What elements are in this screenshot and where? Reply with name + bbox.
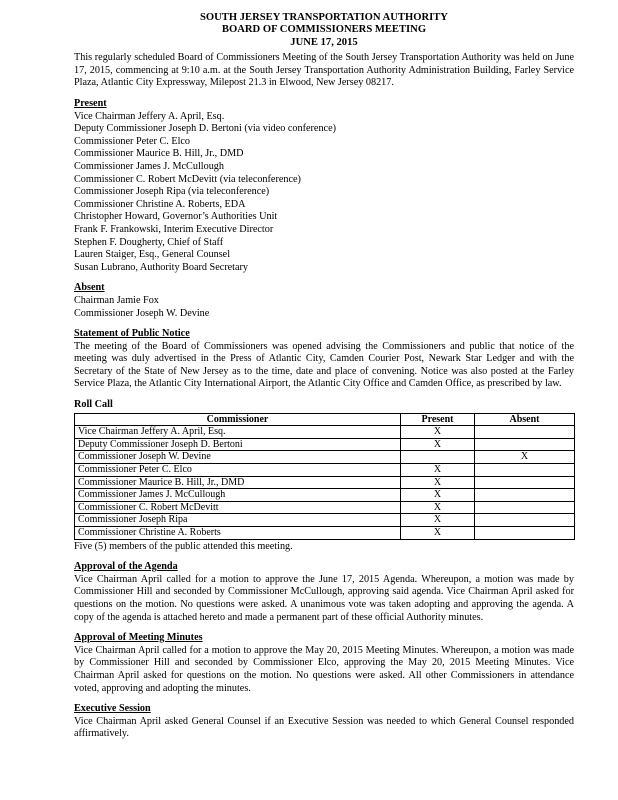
absent-mark — [475, 464, 575, 477]
commissioner-name: Commissioner Joseph Ripa — [75, 514, 401, 527]
agenda-heading: Approval of the Agenda — [74, 561, 178, 573]
present-mark: X — [401, 489, 475, 502]
intro-paragraph: This regularly scheduled Board of Commissioners Meeting of the South Jersey Transportation Authority was held on June 17, 2015, commencing at 9:10 a.m. at the South Jersey Transportation Authority Administration Building, Farley Service Plaza, Atlantic City Expressway, Milepost 21.3 in Elwood, New Jersey 08217. — [74, 52, 574, 89]
document-page — [74, 12, 574, 741]
present-item: Commissioner Maurice B. Hill, Jr., DMD — [74, 148, 244, 160]
roll-call-heading: Roll Call — [74, 399, 113, 411]
absent-item: Chairman Jamie Fox — [74, 294, 159, 306]
agenda-paragraph: Vice Chairman April called for a motion to approve the June 17, 2015 Agenda. Whereupon, a motion was made by Commissioner Hill and seconded by Commissioner McCullough, approving said agenda. Vice Chairman April asked for questions on the motion. No questions were asked. A unanimous vote was taken adopting and approving the agenda. A copy of the agenda is attached hereto and made a permanent part of these official Authority minutes. — [74, 573, 574, 623]
absent-mark — [475, 476, 575, 489]
present-item: Stephen F. Dougherty, Chief of Staff — [74, 236, 224, 248]
roll-call-table — [74, 413, 575, 540]
present-mark: X — [401, 438, 475, 451]
present-item: Commissioner C. Robert McDevitt (via teleconference) — [74, 173, 301, 185]
public-notice-heading: Statement of Public Notice — [74, 328, 190, 340]
present-item: Commissioner James J. McCullough — [74, 160, 224, 172]
roll-call-header-row — [75, 413, 575, 426]
present-item: Deputy Commissioner Joseph D. Bertoni (via video conference) — [74, 123, 336, 135]
absent-list — [74, 295, 574, 320]
commissioner-name: Commissioner C. Robert McDevitt — [75, 501, 401, 514]
present-mark: X — [401, 501, 475, 514]
table-row — [75, 476, 575, 489]
absent-mark — [475, 514, 575, 527]
executive-session-heading: Executive Session — [74, 703, 151, 715]
present-item: Commissioner Christine A. Roberts, EDA — [74, 198, 246, 210]
table-row — [75, 426, 575, 439]
executive-session-paragraph: Vice Chairman April asked General Counsel if an Executive Session was needed to which General Counsel responded affirmatively. — [74, 715, 574, 740]
present-mark: X — [401, 527, 475, 540]
table-row — [75, 451, 575, 464]
public-attendance-note: Five (5) members of the public attended this meeting. — [74, 540, 293, 552]
table-row — [75, 527, 575, 540]
minutes-paragraph: Vice Chairman April called for a motion to approve the May 20, 2015 Meeting Minutes. Whereupon, a motion was made by Commissioner Hill and seconded by Commissioner Elco, approving the May 20, 2015 Meeting Minutes. Vice Chairman April asked for questions on the motion. No questions were asked. All other Commissioners in attendance voted, approving and adopting the minutes. — [74, 644, 574, 694]
commissioner-name: Commissioner Christine A. Roberts — [75, 527, 401, 540]
present-item: Christopher Howard, Governor’s Authorities Unit — [74, 211, 278, 223]
table-row — [75, 464, 575, 477]
minutes-heading: Approval of Meeting Minutes — [74, 632, 203, 644]
table-row — [75, 501, 575, 514]
commissioner-name: Commissioner Joseph W. Devine — [75, 451, 401, 464]
absent-mark — [475, 426, 575, 439]
present-item: Susan Lubrano, Authority Board Secretary — [74, 261, 248, 273]
present-mark: X — [401, 464, 475, 477]
absent-mark — [475, 489, 575, 502]
table-row — [75, 514, 575, 527]
column-header-commissioner: Commissioner — [75, 413, 401, 426]
absent-mark — [475, 527, 575, 540]
absent-item: Commissioner Joseph W. Devine — [74, 307, 210, 319]
column-header-absent: Absent — [475, 413, 575, 426]
header-meeting-name: BOARD OF COMMISSIONERS MEETING — [221, 24, 427, 36]
present-item: Commissioner Peter C. Elco — [74, 135, 191, 147]
present-list — [74, 111, 574, 275]
commissioner-name: Commissioner Maurice B. Hill, Jr., DMD — [75, 476, 401, 489]
table-row — [75, 489, 575, 502]
present-item: Frank F. Frankowski, Interim Executive Director — [74, 223, 274, 235]
present-mark — [401, 451, 475, 464]
absent-mark — [475, 438, 575, 451]
present-mark: X — [401, 426, 475, 439]
header-authority-name: SOUTH JERSEY TRANSPORTATION AUTHORITY — [200, 12, 448, 23]
commissioner-name: Commissioner Peter C. Elco — [75, 464, 401, 477]
present-mark: X — [401, 514, 475, 527]
present-heading: Present — [74, 98, 107, 109]
absent-heading: Absent — [74, 282, 105, 294]
commissioner-name: Commissioner James J. McCullough — [75, 489, 401, 502]
present-item: Commissioner Joseph Ripa (via teleconference) — [74, 186, 270, 198]
column-header-present: Present — [401, 413, 475, 426]
present-item: Lauren Staiger, Esq., General Counsel — [74, 249, 231, 261]
absent-mark — [475, 501, 575, 514]
header-meeting-date: JUNE 17, 2015 — [290, 36, 358, 48]
present-mark: X — [401, 476, 475, 489]
commissioner-name: Vice Chairman Jeffery A. April, Esq. — [75, 426, 401, 439]
public-notice-paragraph: The meeting of the Board of Commissioners was opened advising the Commissioners and public that notice of the meeting was duly advertised in the Press of Atlantic City, Camden Courier Post, Newark Star Ledger and with the Secretary of the State of New Jersey as to the time, date and place of convening. Notice was also posted at the Farley Service Plaza, the Atlantic City International Airport, the Atlantic City Office and Camden Office, as prescribed by law. — [74, 340, 574, 390]
table-row — [75, 438, 575, 451]
commissioner-name: Deputy Commissioner Joseph D. Bertoni — [75, 438, 401, 451]
present-item: Vice Chairman Jeffery A. April, Esq. — [74, 110, 225, 122]
document-header — [74, 12, 574, 49]
absent-mark: X — [475, 451, 575, 464]
